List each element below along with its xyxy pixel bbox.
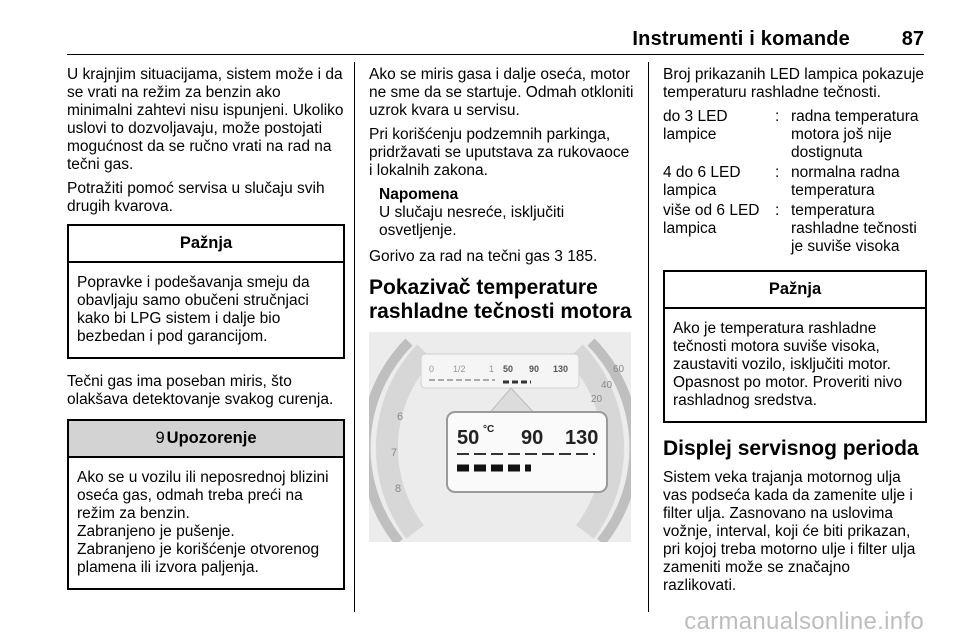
warning-line: Zabranjeno je korišćenje otvorenog plamena ili izvora paljenja. (77, 541, 320, 576)
paragraph: Potražiti pomoć servisa u slučaju svih drugih kvarova. (67, 180, 325, 215)
led-sep: : (775, 164, 780, 181)
column-1 (67, 66, 345, 604)
fuel-label: 1 (489, 364, 495, 374)
section-title: Displej servisnog perioda (663, 437, 919, 460)
column-divider-2 (648, 62, 649, 612)
led-desc: normalna radna temperatura (791, 164, 900, 199)
speed-label: 20 (591, 394, 603, 405)
tach-label: 7 (391, 447, 398, 459)
caution-text: Ako je temperatura rashladne tečnosti motora suviše visoka, zaustaviti vozilo, isključiti motor. Opasnost po motor. Proveriti nivo rashladnog sredstva. (673, 320, 903, 409)
warning-body (69, 458, 343, 588)
paragraph: Ako se miris gasa i dalje oseća, motor ne sme da se startuje. Odmah otkloniti uzrok kvara u servisu. (369, 66, 634, 119)
page-ref-icon: 3 (554, 248, 563, 265)
warning-line: Ako se u vozilu ili neposrednoj blizini oseća gas, odmah treba preći na režim za benzin. (77, 469, 329, 522)
speed-label: 60 (613, 364, 625, 375)
warning-icon: 9 (155, 429, 165, 447)
paragraph: Tečni gas ima poseban miris, što olakšava detektovanje svakog curenja. (67, 373, 334, 408)
caution-box (663, 270, 927, 423)
paragraph: Sistem veka trajanja motornog ulja vas podseća kada da zamenite ulje i filter ulja. Zasnovano na uslovima vožnje, interval, koji će biti prikazan, pri kojoj treba motorno ulje i filter ulja zameniti može se značajno razlikovati. (663, 469, 916, 594)
header-title: Instrumenti i komande (632, 28, 850, 50)
footer-watermark: carmanualsonline.info (684, 608, 924, 635)
note-title: Napomena (379, 186, 459, 203)
led-desc: radna temperatura motora još nije dostignuta (791, 108, 919, 161)
led-sep: : (775, 202, 780, 219)
led-term: do 3 LED lampice (663, 108, 728, 143)
led-sep: : (775, 108, 780, 125)
warning-header (69, 421, 343, 458)
zoom-temp-label: 130 (565, 427, 599, 449)
header-rule (67, 54, 924, 55)
instrument-cluster-illustration (369, 332, 631, 542)
gauge-temp-label: 130 (553, 364, 569, 374)
warning-line: Zabranjeno je pušenje. (77, 523, 235, 540)
paragraph (369, 248, 635, 266)
caution-box (67, 224, 345, 359)
page-number: 87 (901, 28, 924, 50)
coolant-gauge-figure (369, 332, 631, 542)
led-desc: temperatura rashladne tečnosti je suviše visoka (791, 202, 917, 255)
note-text: U slučaju nesreće, isključiti osvetljenje. (379, 204, 565, 239)
column-2 (369, 66, 635, 542)
note (369, 186, 635, 240)
ref-page: 185. (567, 248, 598, 265)
led-table (663, 108, 927, 258)
column-divider-1 (354, 62, 355, 612)
zoom-temp-label: 50 (457, 427, 480, 449)
zoom-temp-label: 90 (521, 427, 544, 449)
led-term: više od 6 LED lampica (663, 202, 760, 237)
paragraph: Broj prikazanih LED lampica pokazuje temperaturu rashladne tečnosti. (663, 66, 925, 101)
caution-text: Popravke i podešavanja smeju da obavljaju samo obučeni stručnjaci kako bi LPG sistem i dalje bio bezbedan i pod garancijom. (77, 274, 310, 345)
paragraph: Pri korišćenju podzemnih parkinga, pridržavati se uputstava za rukovaoce i lokalnih zakona. (369, 126, 630, 179)
zoom-unit-label: °C (483, 424, 495, 435)
paragraph: U krajnjim situacijama, sistem može i da se vrati na režim za benzin ako minimalni zahtevi nisu ispunjeni. Ukoliko uslovi to dozvoljavaju, može postojati mogućnost da se ručno vrati na rad na tečni gas. (67, 66, 344, 173)
fuel-label: 0 (429, 364, 435, 374)
ref-text: Gorivo za rad na tečni gas (369, 248, 550, 265)
gauge-temp-label: 90 (529, 364, 540, 374)
caution-title: Pažnja (665, 272, 925, 309)
warning-box (67, 419, 345, 590)
speed-label: 40 (601, 380, 613, 391)
tach-label: 6 (397, 411, 404, 423)
fuel-label: 1/2 (453, 364, 466, 374)
caution-title: Pažnja (69, 226, 343, 263)
column-3 (663, 66, 927, 601)
led-term: 4 do 6 LED lampica (663, 164, 741, 199)
tach-label: 8 (395, 483, 402, 495)
warning-title: Upozorenje (166, 429, 257, 447)
section-title: Pokazivač temperature rashladne tečnosti motora (369, 276, 632, 323)
gauge-temp-label: 50 (503, 364, 514, 374)
